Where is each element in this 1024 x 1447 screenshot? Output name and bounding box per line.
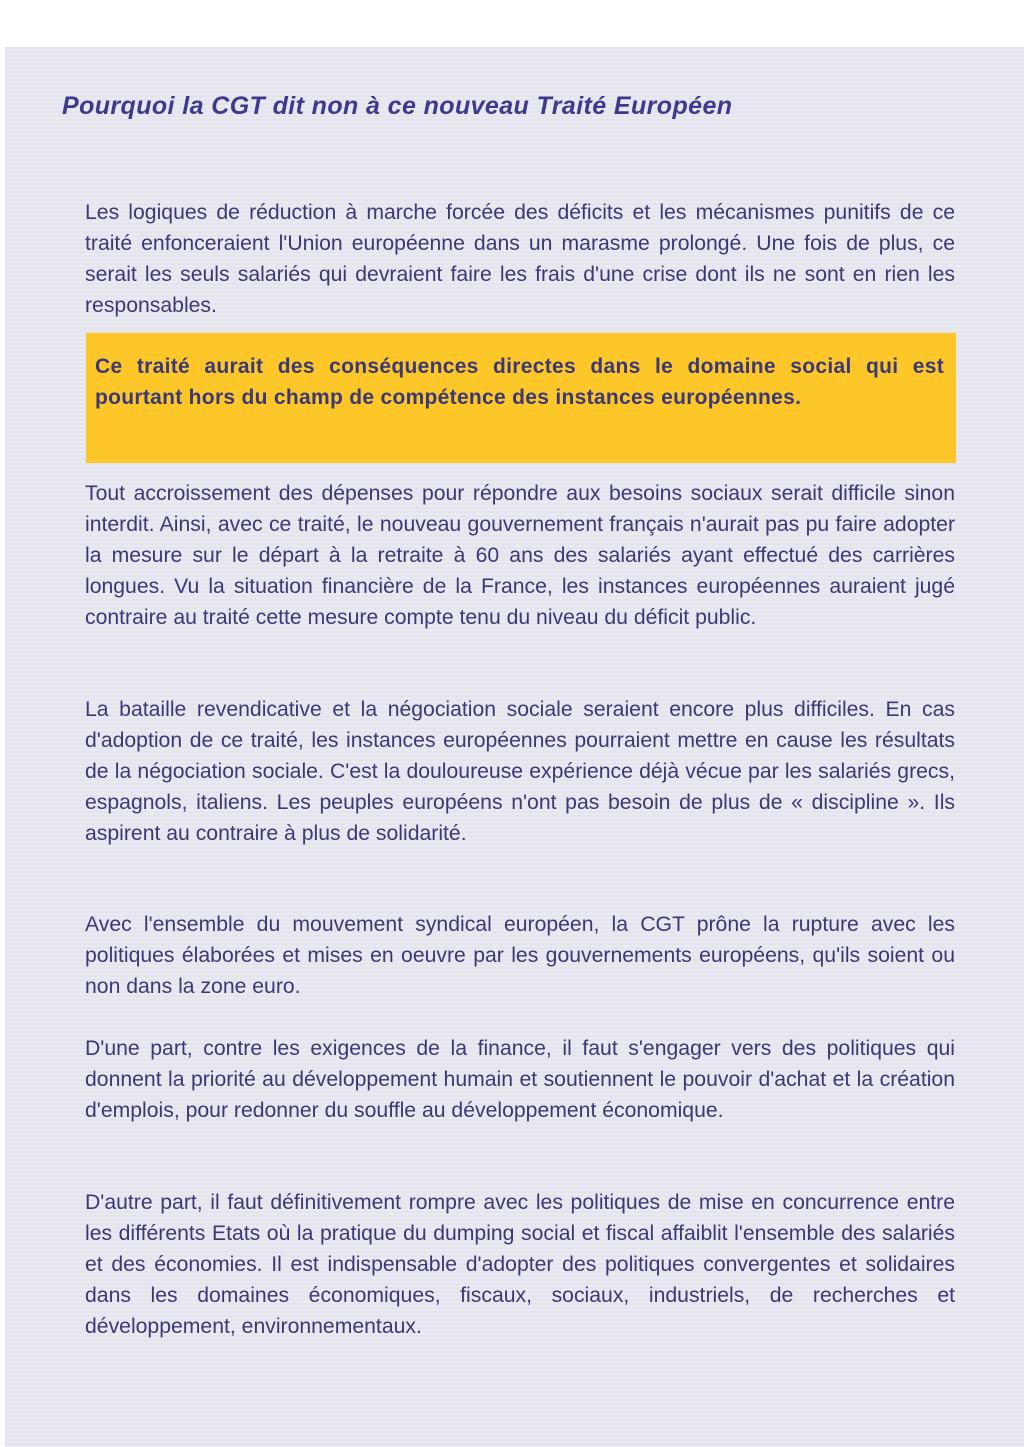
body-paragraph: Tout accroissement des dépenses pour répondre aux besoins sociaux serait difficile sinon interdit. Ainsi, avec ce traité, le nouveau gouvernement français n'aurait pas pu faire adopter la mesure sur le départ à la retraite à 60 ans des salariés ayant effectué des carrières longues. Vu la situation financière de la France, les instances européennes auraient jugé contraire au traité cette mesure compte tenu du niveau du déficit public. <box>85 482 955 629</box>
body-paragraph: La bataille revendicative et la négociation sociale seraient encore plus difficiles. En cas d'adoption de ce traité, les instances européennes pourraient mettre en cause les résultats de la négociation sociale. C'est la douloureuse expérience déjà vécue par les salariés grecs, espagnols, italiens. Les peuples européens n'ont pas besoin de plus de « discipline ». Ils aspirent au contraire à plus de solidarité. <box>85 698 955 845</box>
body-paragraph: D'autre part, il faut définitivement rompre avec les politiques de mise en concurrence entre les différents Etats où la pratique du dumping social et fiscal affaiblit l'ensemble des salariés et des économies. Il est indispensable d'adopter des politiques convergentes et solidaires dans les domaines économiques, fiscaux, sociaux, industriels, de recherches et développement, environnementaux. <box>85 1191 955 1338</box>
highlight-box <box>86 333 956 463</box>
body-paragraph: D'une part, contre les exigences de la finance, il faut s'engager vers des politiques qui donnent la priorité au développement humain et soutiennent le pouvoir d'achat et la création d'emplois, pour redonner du souffle au développement économique. <box>85 1037 955 1122</box>
highlight-text: Ce traité aurait des conséquences directes dans le domaine social qui est pourtant hors du champ de compétence des instances européennes. <box>95 355 944 409</box>
intro-paragraph: Les logiques de réduction à marche forcée des déficits et les mécanismes punitifs de ce traité enfonceraient l'Union européenne dans un marasme prolongé. Une fois de plus, ce serait les seuls salariés qui devraient faire les frais d'une crise dont ils ne sont en rien les responsables. <box>85 201 955 317</box>
document-title: Pourquoi la CGT dit non à ce nouveau Traité Européen <box>62 92 733 120</box>
body-paragraph: Avec l'ensemble du mouvement syndical européen, la CGT prône la rupture avec les politiques élaborées et mises en oeuvre par les gouvernements européens, qu'ils soient ou non dans la zone euro. <box>85 913 955 998</box>
